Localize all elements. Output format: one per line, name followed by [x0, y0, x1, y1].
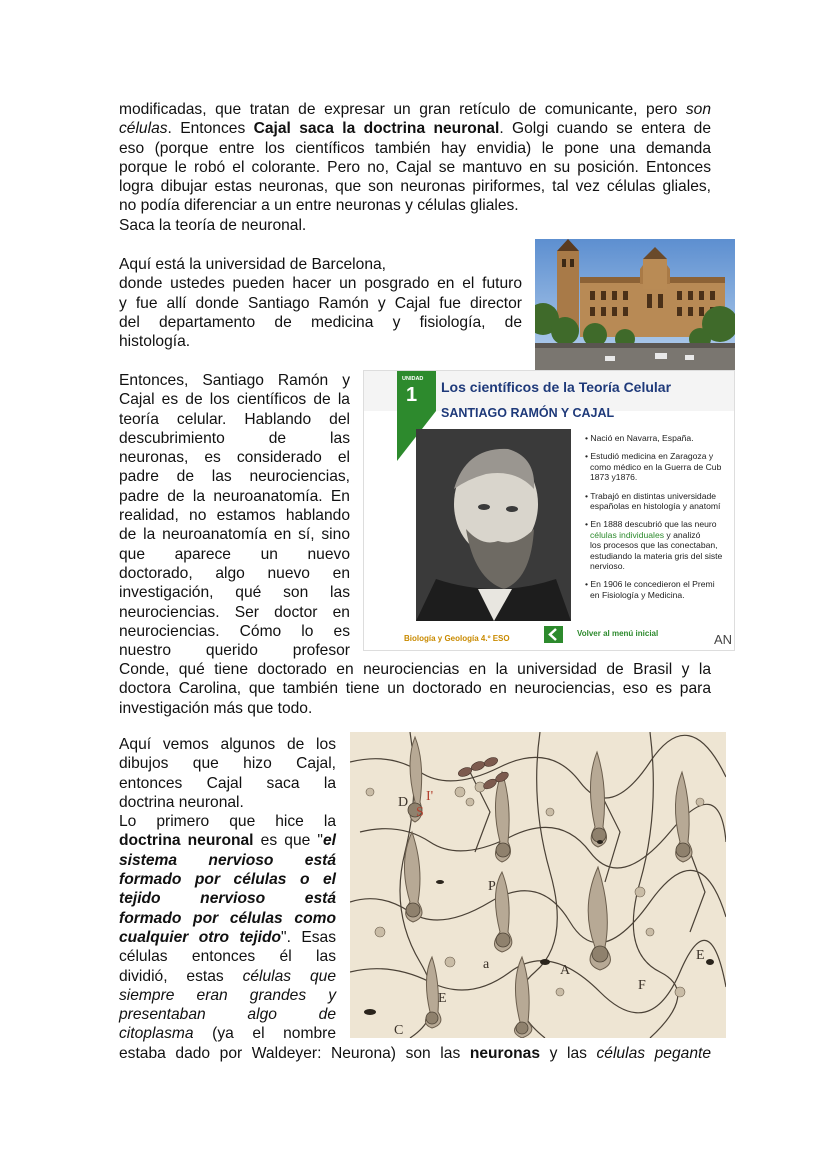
label-S: S — [416, 805, 424, 820]
text-line: doctrina neuronal es que "el — [119, 832, 336, 850]
text-line: presentaban algo de — [119, 1006, 336, 1024]
text-line: Lo primero que hice la — [119, 813, 336, 831]
text-line: citoplasma (ya el nombre — [119, 1025, 336, 1043]
paragraph-cajal-continued — [119, 660, 711, 718]
slide-bullets — [585, 433, 735, 608]
text-line: Conde, qué tiene doctorado en neurociencias en la universidad de Brasil y la — [119, 661, 711, 678]
text-line: y fue allí donde Santiago Ramón y Cajal fue director — [119, 294, 522, 312]
bullet-universities: • Trabajó en distintas universidade españolas en histología y anatomí — [585, 490, 721, 512]
bullet-discovery: • En 1888 descubrió que las neuro células individuales y analizó los procesos que las conectaban, estudiando la materia gris del siste nervioso. — [585, 519, 723, 572]
text-line: dividió, estas células que — [119, 967, 336, 985]
label-I: I' — [426, 789, 434, 804]
back-to-menu-button[interactable] — [544, 626, 563, 643]
slide-corner-logo: AN — [714, 632, 733, 647]
label-D: D — [398, 795, 409, 810]
label-F: F — [638, 978, 646, 993]
slide-course-label: Biología y Geología 4.º ESO — [404, 634, 510, 643]
label-P: P — [488, 879, 496, 894]
text-line: Cajal es de los científicos de la — [119, 391, 350, 409]
label-E-left: E — [438, 991, 447, 1006]
bullet-studies: • Estudió medicina en Zaragoza y como médico en la Guerra de Cub 1873 y1876. — [585, 451, 722, 483]
university-barcelona-photo — [535, 239, 735, 370]
text-line: de la neuroanatomía en sí, sino — [119, 526, 350, 544]
label-C: C — [394, 1023, 404, 1038]
text-line: realidad, no estamos hablando — [119, 507, 350, 525]
text-line: investigación, qué son las — [119, 584, 350, 602]
text-line: Aquí vemos algunos de los — [119, 736, 336, 753]
text-line: entonces Cajal saca la — [119, 774, 336, 792]
text-line: padre de la neuroanatomía. En — [119, 487, 350, 505]
unit-label: UNIDAD — [402, 376, 424, 382]
cajal-slide — [363, 370, 735, 651]
paragraph-cajal-neurosciences — [119, 371, 350, 660]
paragraph-drawings-continued — [119, 1044, 711, 1063]
slide-title: Los científicos de la Teoría Celular — [441, 379, 672, 395]
label-a: a — [483, 957, 490, 972]
text-line: doctrina neuronal. — [119, 793, 244, 811]
back-to-menu-link[interactable]: Volver al menú inicial — [577, 629, 659, 638]
text-line: porque le robó el colorante. Pero no, Cajal se mantuvo en su posición. Entonces — [119, 158, 711, 176]
text-line: doctora Carolina, que también tiene un doctorado en neurociencias, eso es para — [119, 680, 711, 698]
text-line: células. Entonces Cajal saca la doctrina neuronal. Golgi cuando se entera de — [119, 120, 711, 138]
text-line: padre de las neurociencias, — [119, 468, 350, 486]
text-line: descubrimiento de las — [119, 429, 350, 447]
text-line: que aparece un nuevo — [119, 545, 350, 563]
text-line: células entonces él las — [119, 948, 336, 966]
slide-subtitle: SANTIAGO RAMÓN Y CAJAL — [441, 406, 615, 420]
cajal-portrait — [416, 429, 571, 621]
text-line: dibujos que hizo Cajal, — [119, 755, 336, 773]
text-line: Entonces, Santiago Ramón y — [119, 372, 350, 389]
text-line: neuronas, es considerado el — [119, 449, 350, 467]
label-A: A — [560, 963, 571, 978]
text-line: Aquí está la universidad de Barcelona, — [119, 256, 386, 273]
text-line: cualquier otro tejido". Esas — [119, 928, 336, 946]
text-line: nuestro querido profesor — [119, 642, 350, 660]
text-line: no podía diferenciar a un entre neuronas y células gliales. — [119, 197, 519, 215]
text-line: formado por células o el — [119, 871, 336, 889]
label-E-right: E — [696, 948, 705, 963]
text-line: siempre eran grandes y — [119, 986, 336, 1004]
text-line: formado por células como — [119, 909, 336, 927]
text-line: sistema nervioso está — [119, 851, 336, 869]
text-line: tejido nervioso está — [119, 890, 336, 908]
text-line: donde ustedes pueden hacer un posgrado en el futuro — [119, 275, 522, 293]
back-arrow-icon — [544, 626, 563, 643]
paragraph-drawings — [119, 735, 336, 1044]
text-line: eso (porque entre los científicos también hay envidia) le pone una demanda — [119, 139, 711, 157]
text-line: estaba dado por Waldeyer: Neurona) son las neuronas y las células pegante — [119, 1045, 711, 1062]
unit-number: 1 — [406, 384, 418, 406]
text-line: neurociencias. Cómo lo es — [119, 622, 350, 640]
bullet-born: • Nació en Navarra, España. — [585, 433, 694, 443]
paragraph-barcelona — [119, 255, 522, 351]
text-line: logra dibujar estas neuronas, que son neuronas piriformes, tal vez células gliales, — [119, 178, 711, 196]
text-line: histología. — [119, 333, 191, 351]
bullet-nobel: • En 1906 le concedieron el Premi en Fisiología y Medicina. — [585, 579, 715, 600]
text-line: modificadas, que tratan de expresar un gran retículo de comunicante, pero son — [119, 101, 711, 118]
text-line: del departamento de medicina y fisiología, de — [119, 313, 522, 331]
text-line: investigación más que todo. — [119, 699, 313, 717]
text-line: Saca la teoría de neuronal. — [119, 216, 307, 234]
paragraph-intro — [119, 100, 711, 235]
text-line: teoría celular. Hablando del — [119, 410, 350, 428]
text-line: doctorado, algo nuevo en — [119, 564, 350, 582]
text-line: neurociencias. Ser doctor en — [119, 603, 350, 621]
cajal-neuron-drawing — [350, 732, 726, 1038]
